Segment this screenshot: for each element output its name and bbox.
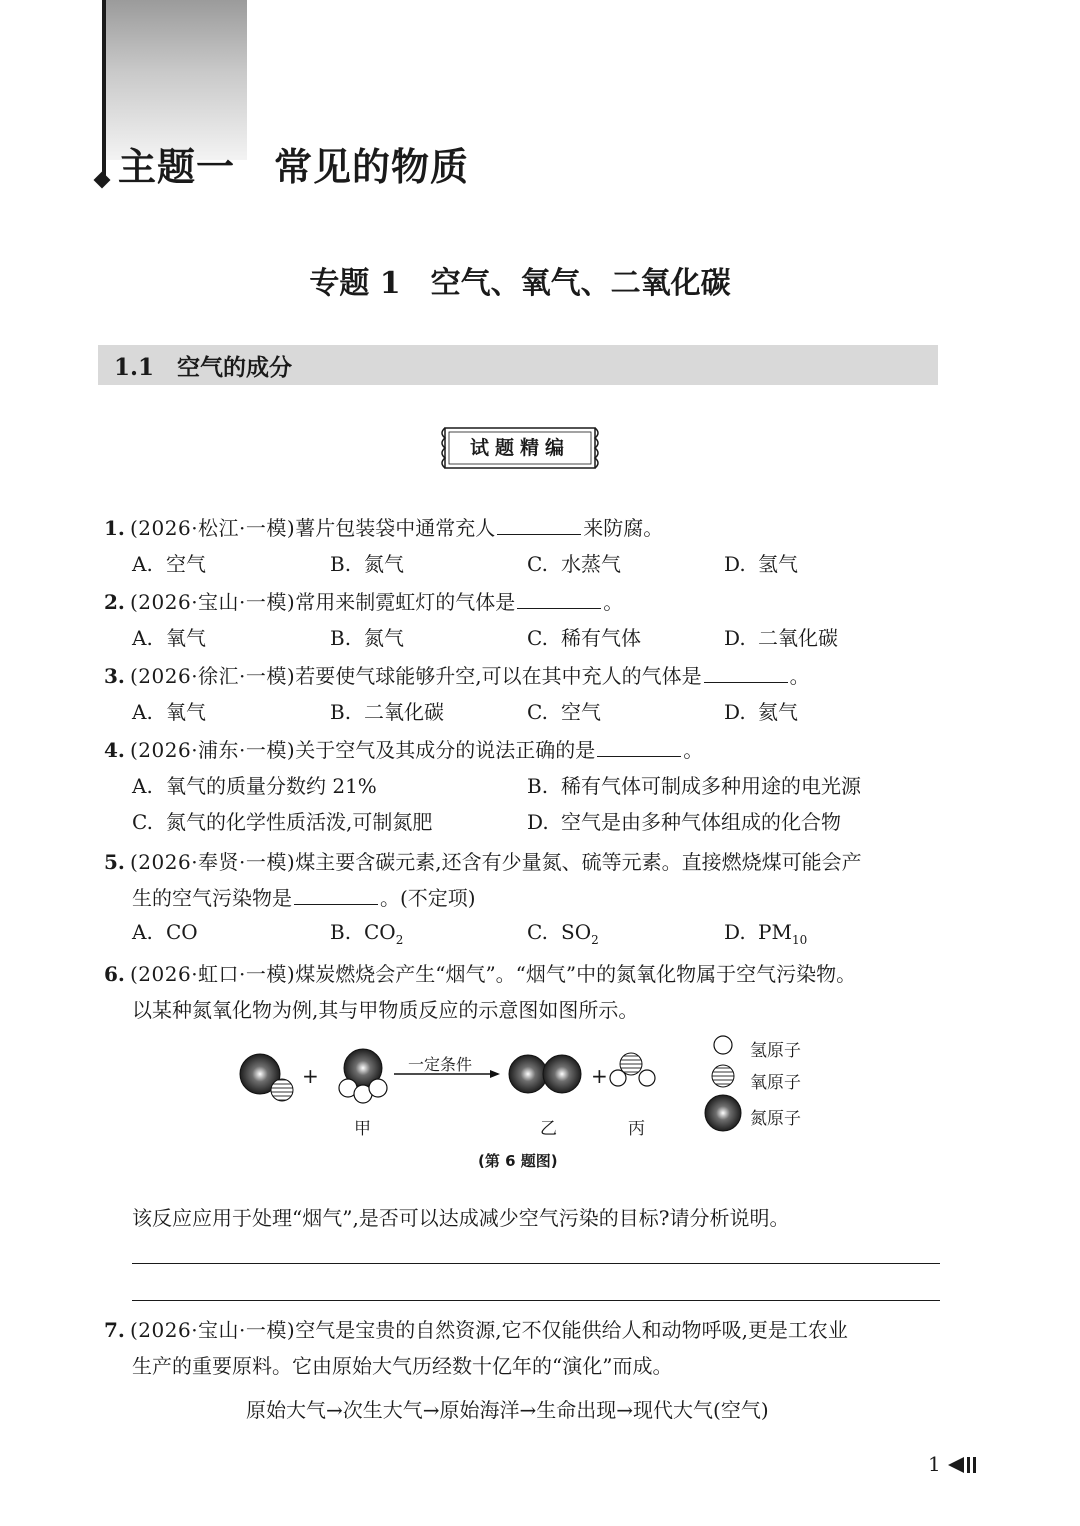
subscript: 2 [591, 933, 599, 947]
option-text: CO [364, 920, 396, 944]
label-yi: 乙 [540, 1119, 557, 1139]
question-number: 7. [104, 1318, 125, 1342]
figure-caption: (第 6 题图) [478, 1152, 558, 1170]
answer-blank[interactable] [704, 664, 788, 683]
question-number: 4. [104, 738, 125, 762]
question-text-end: 。 [683, 738, 704, 762]
option-text: CO [166, 920, 198, 944]
question-text-end: 。 [603, 590, 624, 614]
question-6-stem [104, 958, 856, 987]
topic-title: 专题 1 空气、氧气、二氧化碳 [309, 266, 731, 301]
option-a [132, 770, 377, 799]
answer-blank[interactable] [497, 516, 581, 535]
question-3-stem [104, 660, 810, 689]
question-text-end: 来防腐。 [583, 516, 664, 540]
option-letter: B. [330, 920, 352, 944]
chapter-header-diamond-icon [94, 172, 111, 189]
option-letter: D. [527, 810, 549, 834]
option-b [330, 920, 403, 947]
option-b [527, 770, 861, 799]
legend-hydrogen-icon [714, 1036, 732, 1054]
chapter-header-rule [102, 0, 106, 178]
page-marker-icon [946, 1455, 978, 1475]
option-letter: C. [527, 626, 548, 650]
question-number: 6. [104, 962, 125, 986]
question-4-stem [104, 734, 703, 763]
question-source: (2026·宝山·一模) [130, 1318, 296, 1342]
question-6-stem-line2: 以某种氮氧化物为例,其与甲物质反应的示意图如图所示。 [132, 998, 639, 1022]
option-text: 空气是由多种气体组成的化合物 [561, 810, 841, 834]
label-bing: 丙 [628, 1119, 645, 1139]
h2o-molecule [610, 1053, 655, 1086]
question-text: 薯片包装袋中通常充人 [295, 516, 496, 540]
option-b [330, 696, 444, 725]
legend-oxygen-icon [712, 1065, 734, 1087]
option-b [330, 622, 404, 651]
exercise-banner [437, 422, 603, 474]
option-text: 水蒸气 [561, 552, 621, 576]
option-d [527, 806, 841, 835]
legend-nitrogen-icon [705, 1095, 741, 1131]
question-source: (2026·徐汇·一模) [130, 664, 296, 688]
question-number: 3. [104, 664, 125, 688]
answer-blank[interactable] [294, 886, 378, 905]
option-text: 空气 [166, 552, 206, 576]
option-a [132, 920, 198, 944]
question-text: 煤炭燃烧会产生“烟气”。“烟气”中的氮氧化物属于空气污染物。 [295, 962, 857, 986]
question-source: (2026·浦东·一模) [130, 738, 296, 762]
legend-nitrogen: 氮原子 [750, 1109, 801, 1129]
section-heading-bar [98, 345, 938, 385]
question-2-stem [104, 586, 623, 615]
option-letter: D. [724, 920, 746, 944]
question-5-stem-line2 [132, 882, 476, 911]
option-a [132, 548, 206, 577]
option-letter: C. [132, 810, 153, 834]
option-text: 氧气 [166, 626, 206, 650]
page-number-text: 1 [928, 1452, 941, 1476]
option-letter: D. [724, 552, 746, 576]
option-c [527, 920, 599, 947]
n2-molecule [509, 1055, 581, 1093]
option-text: 稀有气体 [561, 626, 641, 650]
no-molecule [240, 1054, 293, 1101]
label-jia: 甲 [354, 1119, 371, 1139]
option-letter: A. [132, 920, 153, 944]
evolution-chain: 原始大气→次生大气→原始海洋→生命出现→现代大气(空气) [246, 1398, 769, 1422]
option-text: 稀有气体可制成多种用途的电光源 [561, 774, 861, 798]
option-letter: A. [132, 626, 153, 650]
subscript: 2 [395, 933, 404, 947]
question-text: 空气是宝贵的自然资源,它不仅能供给人和动物呼吸,更是工农业 [295, 1318, 848, 1342]
subscript: 10 [791, 933, 808, 947]
option-letter: B. [330, 626, 352, 650]
page-number [928, 1452, 941, 1476]
option-text: 氦气 [758, 700, 798, 724]
question-text: 生的空气污染物是 [132, 886, 292, 910]
question-source: (2026·宝山·一模) [130, 590, 296, 614]
legend-hydrogen: 氢原子 [750, 1041, 801, 1061]
reaction-diagram [230, 1030, 840, 1140]
option-c [527, 622, 641, 651]
question-source: (2026·虹口·一模) [130, 962, 296, 986]
plus-sign: + [591, 1064, 608, 1088]
option-text: 二氧化碳 [758, 626, 838, 650]
question-number: 1. [104, 516, 125, 540]
option-letter: B. [330, 552, 352, 576]
option-text: SO [561, 920, 592, 944]
option-d [724, 548, 798, 577]
question-text-end: 。(不定项) [380, 886, 476, 910]
option-letter: A. [132, 700, 153, 724]
option-text: 氧气的质量分数约 21% [166, 774, 377, 798]
option-letter: A. [132, 552, 153, 576]
option-text: PM [758, 920, 792, 944]
question-number: 2. [104, 590, 125, 614]
option-text: 氮气 [364, 626, 404, 650]
option-letter: B. [527, 774, 549, 798]
option-d [724, 622, 838, 651]
question-text: 煤主要含碳元素,还含有少量氮、硫等元素。直接燃烧煤可能会产 [295, 850, 862, 874]
option-c [527, 548, 621, 577]
legend-oxygen: 氧原子 [750, 1073, 801, 1093]
section-title: 1.1 空气的成分 [114, 353, 293, 381]
question-5-stem [104, 846, 862, 875]
question-6-prompt: 该反应应用于处理“烟气”,是否可以达成减少空气污染的目标?请分析说明。 [132, 1206, 790, 1230]
option-letter: C. [527, 552, 548, 576]
question-source: (2026·松江·一模) [130, 516, 296, 540]
option-letter: D. [724, 700, 746, 724]
option-letter: C. [527, 700, 548, 724]
option-a [132, 622, 206, 651]
question-source: (2026·奉贤·一模) [130, 850, 296, 874]
option-letter: D. [724, 626, 746, 650]
option-letter: A. [132, 774, 153, 798]
question-1-stem [104, 512, 663, 541]
option-text: 空气 [561, 700, 601, 724]
nh3-molecule [339, 1049, 387, 1103]
option-text: 氢气 [758, 552, 798, 576]
option-d [724, 920, 807, 947]
question-text: 常用来制霓虹灯的气体是 [295, 590, 516, 614]
option-b [330, 548, 404, 577]
option-d [724, 696, 798, 725]
option-a [132, 696, 206, 725]
question-7-stem [104, 1314, 848, 1343]
banner-text: 试题精编 [469, 437, 570, 459]
option-text: 氮气的化学性质活泼,可制氮肥 [166, 810, 433, 834]
question-number: 5. [104, 850, 125, 874]
answer-line[interactable] [132, 1263, 940, 1264]
option-letter: C. [527, 920, 548, 944]
option-c [132, 806, 432, 835]
question-text-end: 。 [789, 664, 810, 688]
question-7-stem-line2: 生产的重要原料。它由原始大气历经数十亿年的“演化”而成。 [132, 1354, 673, 1378]
reaction-condition: 一定条件 [408, 1055, 473, 1074]
plus-sign: + [302, 1064, 319, 1088]
answer-blank[interactable] [517, 590, 601, 609]
option-c [527, 696, 601, 725]
answer-blank[interactable] [597, 738, 681, 757]
option-letter: B. [330, 700, 352, 724]
answer-line[interactable] [132, 1300, 940, 1301]
option-text: 氮气 [364, 552, 404, 576]
option-text: 二氧化碳 [364, 700, 444, 724]
question-text: 若要使气球能够升空,可以在其中充人的气体是 [295, 664, 702, 688]
option-text: 氧气 [166, 700, 206, 724]
chapter-title: 主题一 常见的物质 [118, 144, 470, 189]
question-text: 关于空气及其成分的说法正确的是 [295, 738, 596, 762]
